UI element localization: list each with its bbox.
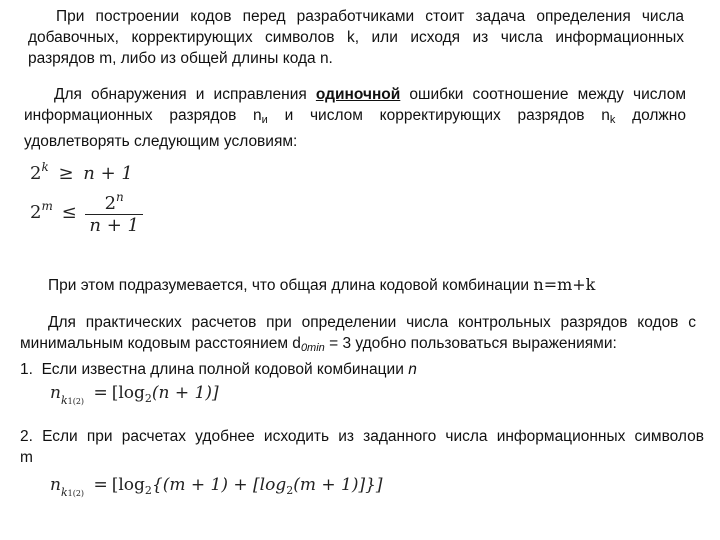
total-length-line [48, 274, 688, 296]
f2-numerator: 2$^n$ [104, 190, 124, 214]
f3-equals: = [93, 383, 108, 403]
f2-fraction [85, 190, 143, 236]
total-length-text: При этом подразумевается, что общая длина кодовой комбинации [48, 277, 534, 294]
list-item-1-number: 1. [20, 361, 33, 378]
intro-line-1: При построении кодов перед разработчиками стоит задача определения числа [56, 8, 684, 25]
f2-denominator: n + 1 [85, 214, 143, 236]
f4-lhs: n [50, 475, 61, 495]
practical-paragraph [20, 312, 696, 380]
f1-relation: ≥ [58, 163, 74, 184]
f1-base: 2 [30, 163, 42, 184]
f4-rhs-a: [log [111, 475, 145, 495]
condition-text-e: должно [615, 107, 686, 124]
f3-rhs-tail: (n + 1)] [151, 383, 219, 403]
condition-line-3: удовлетворять следующим условиям: [24, 133, 298, 150]
formula-inequality-2 [30, 190, 143, 236]
intro-line-2: добавочных, корректирующих символов k, или исходя из числа информационных [28, 29, 684, 46]
f2-base: 2 [30, 202, 42, 223]
formula-nk-from-m [50, 475, 383, 499]
practical-line-1: Для практических расчетов при определении числа контрольных разрядов кодов с [48, 314, 696, 331]
f4-rhs-c: (m + 1)]}] [293, 475, 383, 495]
practical-text-b: = 3 удобно пользоваться выражениями: [324, 335, 617, 352]
condition-paragraph [24, 84, 686, 152]
item-2-paragraph [20, 426, 704, 468]
list-item-1-var: n [408, 361, 417, 378]
f3-rhs: [log [111, 383, 145, 403]
intro-line-3: разрядов m, либо из общей длины кода n. [28, 50, 333, 67]
list-item-1 [20, 359, 696, 380]
f3-lhs: n [50, 383, 61, 403]
list-item-1-text: Если известна длина полной кодовой комбинации [41, 361, 409, 378]
f1-exp: k [41, 160, 49, 174]
condition-line-2 [24, 105, 686, 131]
f3-rhs-sub: 2 [144, 392, 152, 405]
condition-text-b: ошибки соотношение между числом [400, 86, 687, 103]
item-2-line-2: m [20, 449, 33, 466]
f3-lhs-sub: k1(2) [60, 394, 85, 407]
practical-text-a: минимальным кодовым расстоянием d [20, 335, 301, 352]
f2-relation: ≤ [61, 202, 77, 223]
subscript-0min: 0min [300, 342, 325, 354]
formula-nk-from-n [50, 383, 219, 407]
f4-rhs-sub-b: 2 [286, 484, 294, 497]
condition-line-1 [24, 84, 686, 105]
item-2-line-1: 2. Если при расчетах удобнее исходить из заданного числа информационных символов [20, 428, 704, 445]
total-length-formula: n=m+k [533, 275, 596, 294]
total-length-note [48, 274, 688, 296]
f4-rhs-sub-a: 2 [144, 484, 152, 497]
f4-lhs-sub: k1(2) [60, 486, 85, 499]
condition-text-d: и числом корректирующих разрядов n [267, 107, 610, 124]
formula-inequality-1 [30, 160, 133, 184]
condition-text-a: Для обнаружения и исправления [54, 86, 316, 103]
subscript-i: и [261, 114, 268, 126]
practical-line-2 [20, 333, 696, 359]
subscript-k: k [609, 114, 616, 126]
f4-equals: = [93, 475, 108, 495]
intro-paragraph [28, 6, 684, 69]
condition-text-c: информационных разрядов n [24, 107, 262, 124]
single-error-emphasis: одиночной [315, 86, 401, 103]
f4-rhs-b: {(m + 1) + [log [151, 475, 287, 495]
f2-exp: m [41, 199, 53, 213]
f1-rhs: n + 1 [83, 163, 133, 184]
